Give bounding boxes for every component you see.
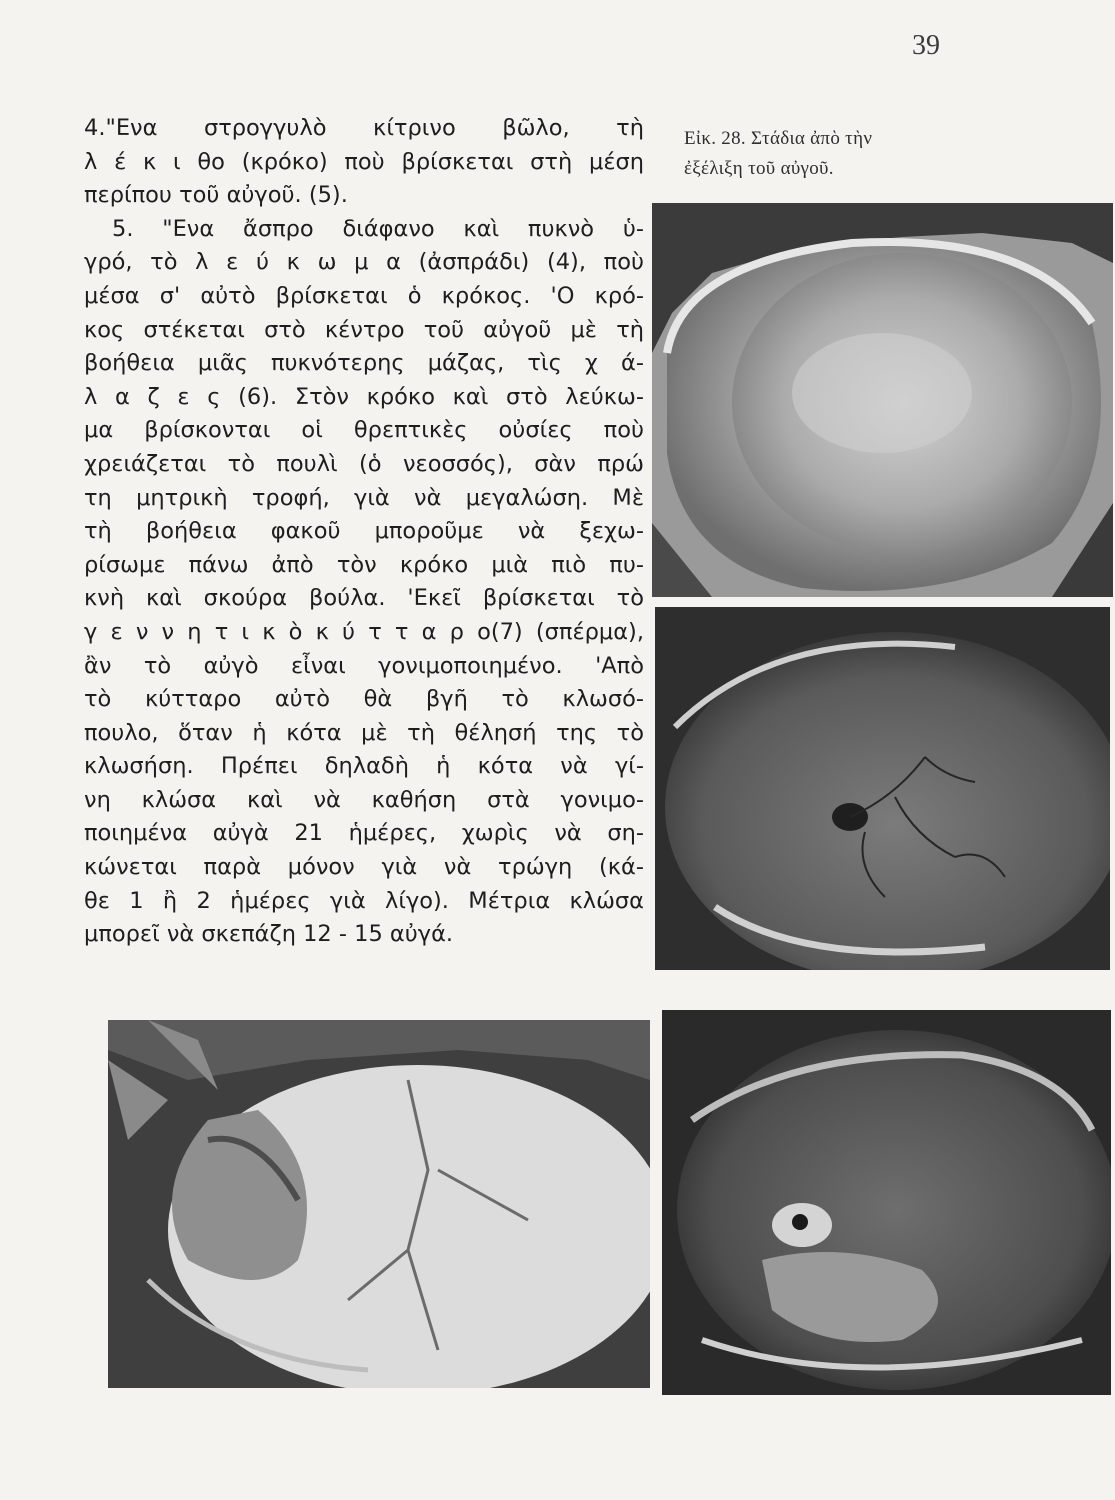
egg-stage-photo-late-embryo — [662, 1010, 1111, 1395]
figure-caption — [684, 124, 984, 184]
text-line: νη κλώσα καὶ νὰ καθήση στὰ γονιμο- — [84, 786, 644, 813]
body-text — [84, 112, 644, 952]
page-number: 39 — [912, 30, 940, 61]
text-line: τὸ κύτταρο αὐτὸ θὰ βγῆ τὸ κλωσό- — [84, 686, 644, 713]
text-line: ποιημένα αὐγὰ 21 ἡμέρες, χωρὶς νὰ ση- — [84, 820, 644, 847]
text-line: κώνεται παρὰ μόνον γιὰ νὰ τρώγη (κά- — [84, 854, 644, 881]
text-line: χρειάζεται τὸ πουλὶ (ὁ νεοσσός), σὰν πρώ — [84, 450, 644, 477]
text-line: κνὴ καὶ σκούρα βούλα. 'Εκεῖ βρίσκεται τὸ — [84, 585, 644, 612]
text-line: θε 1 ἢ 2 ἡμέρες γιὰ λίγο). Μέτρια κλώσα — [84, 887, 644, 914]
text-line: μέσα σ' αὐτὸ βρίσκεται ὁ κρόκος. 'Ο κρό- — [84, 282, 644, 309]
text-line: κλωσήση. Πρέπει δηλαδὴ ἡ κότα νὰ γί- — [84, 753, 644, 780]
text-line: λ α ζ ε ς (6). Στὸν κρόκο καὶ στὸ λεύκω- — [84, 383, 644, 410]
caption-line: ἐξέλιξη τοῦ αὐγοῦ. — [684, 158, 834, 179]
text-line: 5. "Ενα ἄσπρο διάφανο καὶ πυκνὸ ὑ- — [112, 215, 644, 242]
text-line: 4."Ενα στρογγυλὸ κίτρινο βῶλο, τὴ — [84, 115, 644, 141]
text-line: ρίσωμε πάνω ἀπὸ τὸν κρόκο μιὰ πιὸ πυ- — [84, 551, 644, 578]
text-line: βοήθεια μιᾶς πυκνότερης μάζας, τὶς χ ά- — [84, 350, 644, 377]
text-line: περίπου τοῦ αὐγοῦ. (5). — [84, 182, 348, 209]
text-line: τὴ βοήθεια φακοῦ μποροῦμε νὰ ξεχω- — [84, 518, 644, 545]
text-line: τη μητρικὴ τροφή, γιὰ νὰ μεγαλώση. Μὲ — [84, 484, 644, 511]
text-line: κος στέκεται στὸ κέντρο τοῦ αὐγοῦ μὲ τὴ — [84, 316, 644, 343]
caption-line: Εἰκ. 28. Στάδια ἀπὸ τὴν — [684, 128, 873, 149]
egg-stage-photo-embryo — [655, 607, 1110, 970]
text-line: μα βρίσκονται οἱ θρεπτικὲς οὐσίες ποὺ — [84, 417, 644, 444]
text-line: γρό, τὸ λ ε ύ κ ω μ α (ἀσπράδι) (4), ποὺ — [84, 249, 644, 276]
text-line: λ έ κ ι θο (κρόκο) ποὺ βρίσκεται στὴ μέση — [84, 148, 644, 175]
egg-stage-photo-hatching — [108, 1020, 650, 1388]
text-line: γ ε ν ν η τ ι κ ὸ κ ύ τ τ α ρ ο(7) (σπέρμα), — [84, 618, 644, 645]
text-line: ἂν τὸ αὐγὸ εἶναι γονιμοποιημένο. 'Απὸ — [84, 652, 644, 679]
text-line: μπορεῖ νὰ σκεπάζη 12 - 15 αὐγά. — [84, 921, 454, 948]
text-line: πουλο, ὅταν ἡ κότα μὲ τὴ θέλησή της τὸ — [84, 719, 644, 746]
egg-stage-photo-yolk — [652, 203, 1113, 597]
